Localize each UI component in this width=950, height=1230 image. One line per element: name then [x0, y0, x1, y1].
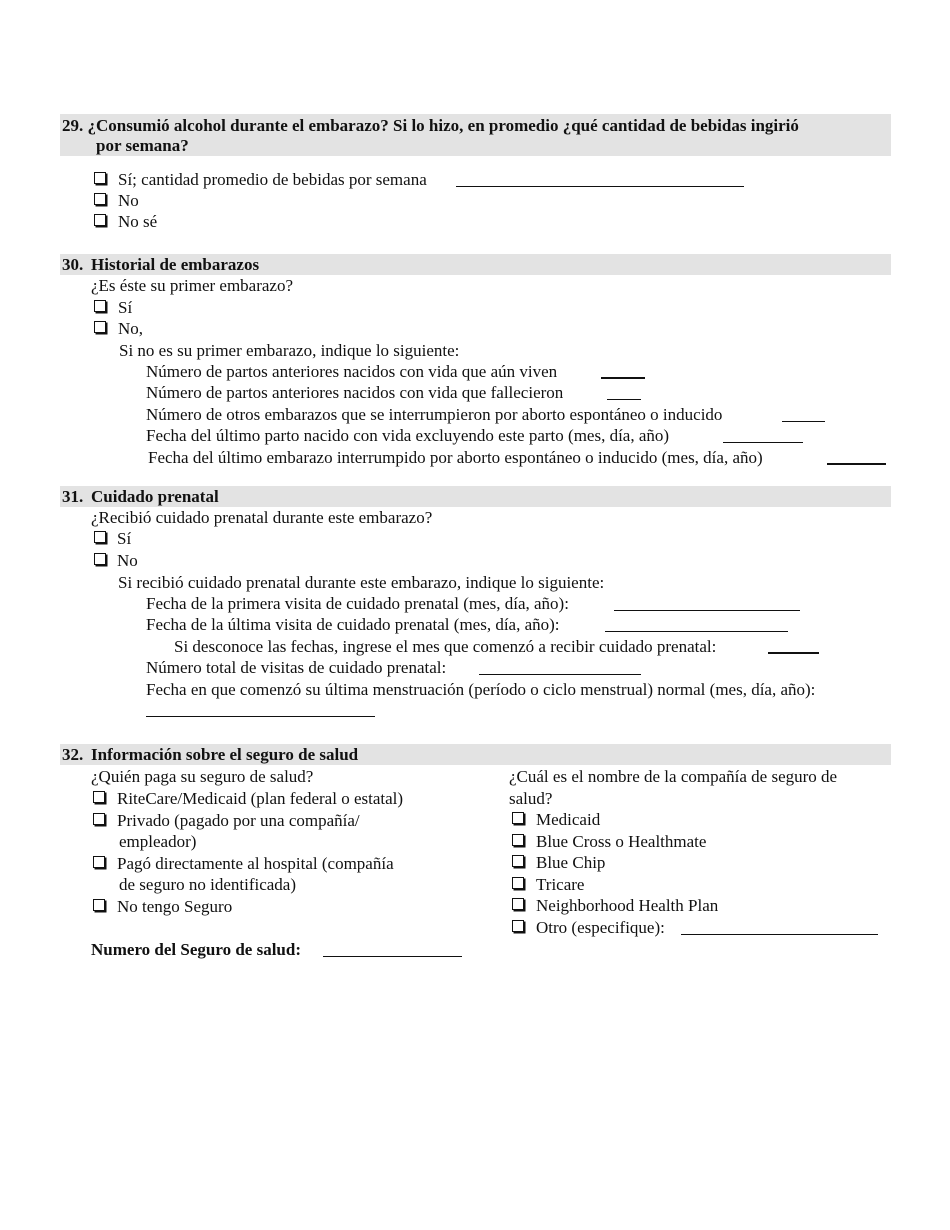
- q32-payer-checkbox-ritecare[interactable]: [93, 791, 105, 803]
- q32-company-checkbox-neighborhood[interactable]: [512, 898, 524, 910]
- q29-title-line1: 29. ¿Consumió alcohol durante el embarazo? Si lo hizo, en promedio ¿qué cantidad de bebidas ingirió: [62, 116, 799, 135]
- q32-company-blue-cross-label: Blue Cross o Healthmate: [536, 832, 707, 851]
- q30-option-no-label: No,: [118, 319, 144, 338]
- q32-payer-none-label: No tengo Seguro: [117, 897, 233, 916]
- q32-company-checkbox-blue-chip[interactable]: [512, 855, 524, 867]
- q32-payer-ritecare-label: RiteCare/Medicaid (plan federal o estatal): [117, 789, 404, 808]
- q31-checkbox-yes[interactable]: [94, 531, 106, 543]
- q32-payer-hospital-label-cont: de seguro no identificada): [119, 875, 297, 894]
- q32-title: Información sobre el seguro de salud: [91, 745, 359, 764]
- q29-checkbox-no[interactable]: [94, 193, 106, 205]
- q30-terminations-label: Número de otros embarazos que se interrumpieron por aborto espontáneo o inducido: [146, 405, 723, 424]
- q30-last-termination-field[interactable]: [827, 463, 886, 465]
- q32-company-medicaid-label: Medicaid: [536, 810, 601, 829]
- q32-company-question: ¿Cuál es el nombre de la compañía de seguro de: [509, 767, 838, 786]
- q31-intro: Si recibió cuidado prenatal durante este embarazo, indique lo siguiente:: [118, 573, 605, 592]
- q30-last-live-birth-label: Fecha del último parto nacido con vida excluyendo este parto (mes, día, año): [146, 426, 670, 445]
- q29-checkbox-yes[interactable]: [94, 172, 106, 184]
- q30-deceased-births-label: Número de partos anteriores nacidos con vida que fallecieron: [146, 383, 564, 402]
- q32-payer-checkbox-private[interactable]: [93, 813, 105, 825]
- q31-last-menses-label: Fecha en que comenzó su última menstruación (período o ciclo menstrual) normal (mes, día, año):: [146, 680, 816, 699]
- q32-company-other-field[interactable]: [681, 934, 878, 935]
- q31-checkbox-no[interactable]: [94, 553, 106, 565]
- q32-payer-checkbox-none[interactable]: [93, 899, 105, 911]
- q29-checkbox-dont-know[interactable]: [94, 214, 106, 226]
- q29-drinks-per-week-field[interactable]: [456, 186, 744, 187]
- q30-checkbox-no[interactable]: [94, 321, 106, 333]
- q30-last-termination-label: Fecha del último embarazo interrumpido por aborto espontáneo o inducido (mes, día, año): [148, 448, 763, 467]
- q31-option-yes-label: Sí: [117, 529, 132, 548]
- q32-payer-private-label: Privado (pagado por una compañía/: [117, 811, 360, 830]
- q30-living-births-label: Número de partos anteriores nacidos con vida que aún viven: [146, 362, 558, 381]
- q32-company-checkbox-other[interactable]: [512, 920, 524, 932]
- q32-company-question-cont: salud?: [509, 789, 553, 808]
- q31-start-month-field[interactable]: [768, 652, 819, 654]
- q32-payer-question: ¿Quién paga su seguro de salud?: [91, 767, 314, 786]
- q30-last-live-birth-field[interactable]: [723, 442, 803, 443]
- q31-total-visits-field[interactable]: [479, 674, 641, 675]
- q31-last-menses-field[interactable]: [146, 716, 375, 717]
- q32-company-other-label: Otro (especifique):: [536, 918, 665, 937]
- q30-intro: Si no es su primer embarazo, indique lo siguiente:: [119, 341, 460, 360]
- q32-payer-checkbox-hospital[interactable]: [93, 856, 105, 868]
- q31-unknown-dates-label: Si desconoce las fechas, ingrese el mes que comenzó a recibir cuidado prenatal:: [174, 637, 717, 656]
- q29-title-line2: por semana?: [96, 136, 189, 155]
- q32-policy-number-label: Numero del Seguro de salud:: [91, 940, 302, 959]
- q32-company-checkbox-tricare[interactable]: [512, 877, 524, 889]
- q30-question: ¿Es éste su primer embarazo?: [91, 276, 294, 295]
- q31-title: Cuidado prenatal: [91, 487, 219, 506]
- q31-number: 31.: [62, 487, 84, 506]
- q32-policy-number-field[interactable]: [323, 956, 462, 957]
- q29-option-yes-label: Sí; cantidad promedio de bebidas por semana: [118, 170, 427, 189]
- q30-title: Historial de embarazos: [91, 255, 260, 274]
- q30-living-births-field[interactable]: [601, 377, 645, 379]
- q30-option-yes-label: Sí: [118, 298, 133, 317]
- q32-company-neighborhood-label: Neighborhood Health Plan: [536, 896, 719, 915]
- q30-deceased-births-field[interactable]: [607, 399, 641, 400]
- q31-last-visit-label: Fecha de la última visita de cuidado prenatal (mes, día, año):: [146, 615, 560, 634]
- q32-number: 32.: [62, 745, 84, 764]
- q31-first-visit-label: Fecha de la primera visita de cuidado prenatal (mes, día, año):: [146, 594, 569, 613]
- q31-total-visits-label: Número total de visitas de cuidado prenatal:: [146, 658, 447, 677]
- q32-company-checkbox-medicaid[interactable]: [512, 812, 524, 824]
- q30-number: 30.: [62, 255, 84, 274]
- q32-payer-hospital-label: Pagó directamente al hospital (compañía: [117, 854, 394, 873]
- q32-company-blue-chip-label: Blue Chip: [536, 853, 606, 872]
- q31-last-visit-field[interactable]: [605, 631, 788, 632]
- q32-payer-private-label-cont: empleador): [119, 832, 197, 851]
- q29-option-no-label: No: [118, 191, 139, 210]
- q32-company-checkbox-blue-cross[interactable]: [512, 834, 524, 846]
- q30-terminations-field[interactable]: [782, 421, 825, 422]
- q31-option-no-label: No: [117, 551, 138, 570]
- q31-first-visit-field[interactable]: [614, 610, 800, 611]
- q29-option-dont-know-label: No sé: [118, 212, 158, 231]
- q31-question: ¿Recibió cuidado prenatal durante este embarazo?: [91, 508, 433, 527]
- q30-checkbox-yes[interactable]: [94, 300, 106, 312]
- q32-company-tricare-label: Tricare: [536, 875, 585, 894]
